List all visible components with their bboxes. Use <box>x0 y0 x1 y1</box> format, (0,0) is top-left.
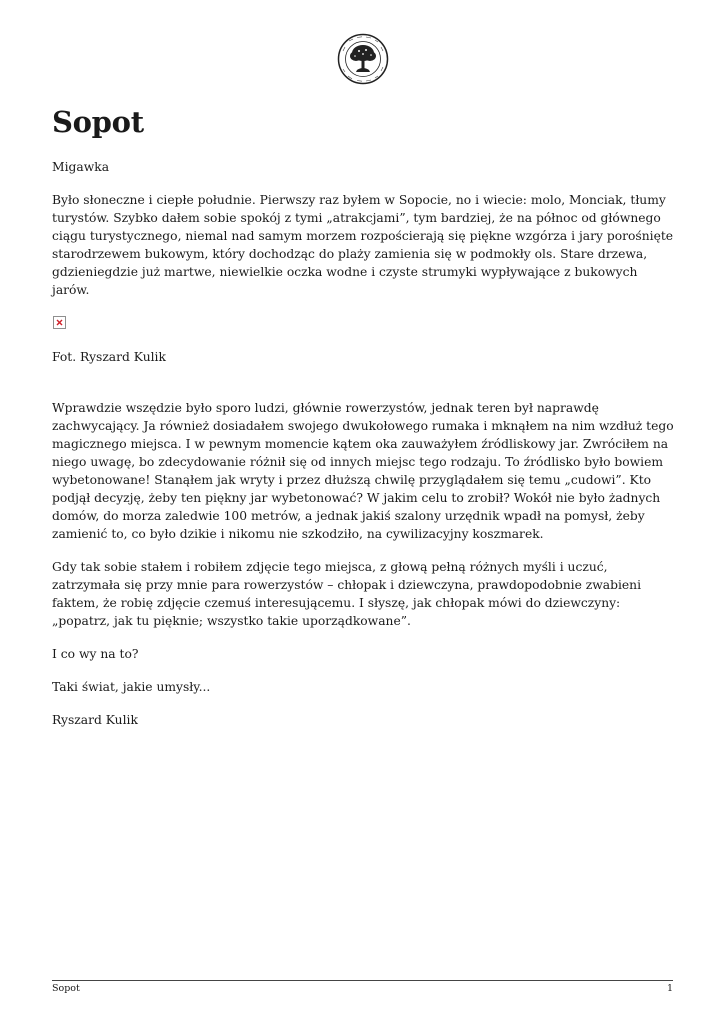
tree-seal-logo-icon <box>337 33 389 85</box>
paragraph-question: I co wy na to? <box>52 647 139 661</box>
footer-title: Sopot <box>52 983 80 994</box>
page-title: Sopot <box>52 105 144 139</box>
page-number: 1 <box>666 983 673 994</box>
paragraph-encounter: Gdy tak sobie stałem i robiłem zdjęcie tego miejsca, z głową pełną różnych myśli i uczuć, zatrzymała się przy mnie para rowerzystów – chłopak i dziewczyna, prawdopodobnie zwabieni faktem, że robię zdjęcie czemuś interesującemu. I słyszę, jak chłopak mówi do dziewczyny: „popatrz, jak tu pięknie; wszystko takie uporządkowane”. <box>52 560 642 628</box>
broken-image-icon <box>53 316 66 329</box>
subtitle: Migawka <box>52 160 110 174</box>
article-body <box>52 158 674 744</box>
paragraph-intro: Było słoneczne i ciepłe południe. Pierwszy raz byłem w Sopocie, no i wiecie: molo, Monciak, tłumy turystów. Szybko dałem sobie spokój z tymi „atrakcjami”, tym bardziej, że na północ od głównego ciągu turystycznego, niemal nad samym morzem rozpościerają się piękne wzgórza i jary porośnięte starodrzewem bukowym, który dochodząc do plaży zamienia się w podmokły ols. Stare drzewa, gdzieniegdzie już martwe, niewielkie oczka wodne i czyste strumyki wypływające z bukowych jarów. <box>52 193 674 297</box>
paragraph-main: Wprawdzie wszędzie było sporo ludzi, głównie rowerzystów, jednak teren był naprawdę zachwycający. Ja również dosiadałem swojego dwukołowego rumaka i mknąłem na nim wzdłuż tego magicznego miejsca. I w pewnym momencie kątem oka zauważyłem źródliskowy jar. Zwróciłem na niego uwagę, bo zdecydowanie różnił się od innych miejsc tego rodzaju. To źródlisko było bowiem wybetonowane! Stanąłem jak wryty i przez dłuższą chwilę przyglądałem się temu „cudowi”. Kto podjął decyzję, żeby ten piękny jar wybetonować? W jakim celu to zrobił? Wokół nie było żadnych domów, do morza zaledwie 100 metrów, a jednak jakiś szalony urzędnik wpadł na pomysł, żeby zamienić to, co było dzikie i nikomu nie szkodziło, na cywilizacyjny koszmarek. <box>52 401 674 541</box>
photo-caption: Fot. Ryszard Kulik <box>52 350 166 364</box>
author-signature: Ryszard Kulik <box>52 713 138 727</box>
spacer <box>52 381 674 399</box>
footer-divider <box>52 980 673 981</box>
paragraph-closing: Taki świat, jakie umysły... <box>52 680 211 694</box>
